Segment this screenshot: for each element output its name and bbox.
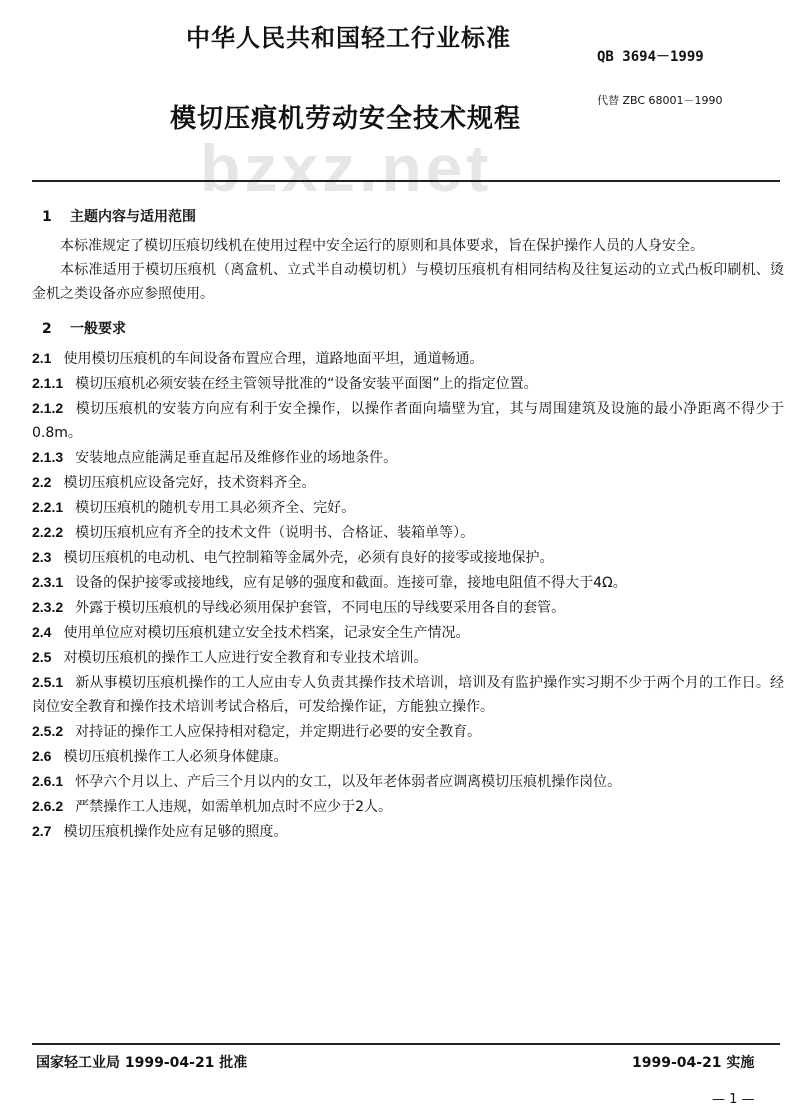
clause bbox=[32, 719, 784, 744]
clause-text: 模切压痕机的安装方向应有利于安全操作，以操作者面向墙壁为宜，其与周围建筑及设施的最小净距离不得少于0.8m。 bbox=[32, 401, 784, 441]
effective-date: 1999-04-21 实施 bbox=[632, 1055, 755, 1071]
clause bbox=[32, 744, 784, 769]
clause-text: 模切压痕机必须安装在经主管领导批准的“设备安装平面图”上的指定位置。 bbox=[75, 376, 538, 392]
header-divider bbox=[32, 180, 780, 182]
footer-divider bbox=[32, 1043, 780, 1045]
clause-number: 2.7 bbox=[32, 823, 52, 839]
clause-number: 2.3.2 bbox=[32, 599, 64, 615]
clause-number: 2.6.1 bbox=[32, 773, 64, 789]
issuing-body-heading: 中华人民共和国轻工行业标准 bbox=[186, 24, 511, 52]
document-title: 模切压痕机劳动安全技术规程 bbox=[170, 104, 522, 134]
clause-number: 2.3.1 bbox=[32, 574, 64, 590]
clause bbox=[32, 346, 784, 371]
clause bbox=[32, 570, 784, 595]
section-number: 1 bbox=[42, 209, 52, 225]
clause-text: 模切压痕机应设备完好，技术资料齐全。 bbox=[63, 475, 316, 491]
section-heading bbox=[42, 206, 784, 228]
paragraph: 本标准规定了模切压痕切线机在使用过程中安全运行的原则和具体要求，旨在保护操作人员的人身安全。 bbox=[60, 238, 704, 254]
watermark: bzxz.net bbox=[200, 131, 493, 205]
clause-number: 2.2.2 bbox=[32, 524, 64, 540]
clause-number: 2.1.3 bbox=[32, 449, 64, 465]
clause-number: 2.2.1 bbox=[32, 499, 64, 515]
paragraph: 本标准适用于模切压痕机（离盒机、立式半自动模切机）与模切压痕机有相同结构及往复运动的立式凸板印刷机、烫金机之类设备亦应参照使用。 bbox=[32, 262, 784, 302]
clause-number: 2.2 bbox=[32, 474, 52, 490]
clause-text: 怀孕六个月以上、产后三个月以内的女工，以及年老体弱者应调离模切压痕机操作岗位。 bbox=[75, 774, 622, 790]
clause bbox=[32, 495, 784, 520]
clause-text: 新从事模切压痕机操作的工人应由专人负责其操作技术培训，培训及有监护操作实习期不少于两个月的工作日。经岗位安全教育和操作技术培训考试合格后，可发给操作证，方能独立操作。 bbox=[32, 675, 784, 715]
clause-text: 严禁操作工人违规，如需单机加点时不应少于2人。 bbox=[75, 799, 393, 815]
clause bbox=[32, 819, 784, 844]
clause bbox=[32, 520, 784, 545]
clause-text: 设备的保护接零或接地线，应有足够的强度和截面。连接可靠，接地电阻值不得大于4Ω。 bbox=[75, 575, 627, 591]
clause-text: 模切压痕机的电动机、电气控制箱等金属外壳，必须有良好的接零或接地保护。 bbox=[63, 550, 554, 566]
clause-text: 模切压痕机操作工人必须身体健康。 bbox=[63, 749, 288, 765]
clause bbox=[32, 769, 784, 794]
clause-number: 2.5.2 bbox=[32, 723, 64, 739]
clause-text: 对持证的操作工人应保持相对稳定，并定期进行必要的安全教育。 bbox=[75, 724, 482, 740]
approval-line: 国家轻工业局 1999-04-21 批准 bbox=[36, 1055, 248, 1071]
clause-text: 使用单位应对模切压痕机建立安全技术档案，记录安全生产情况。 bbox=[63, 625, 470, 641]
clause-number: 2.3 bbox=[32, 549, 52, 565]
section-heading bbox=[42, 318, 784, 340]
clause-text: 对模切压痕机的操作工人应进行安全教育和专业技术培训。 bbox=[63, 650, 428, 666]
clause bbox=[32, 545, 784, 570]
clause bbox=[32, 595, 784, 620]
clause-text: 外露于模切压痕机的导线必须用保护套管，不同电压的导线要采用各自的套管。 bbox=[75, 600, 566, 616]
clause-text: 使用模切压痕机的车间设备布置应合理，道路地面平坦，通道畅通。 bbox=[63, 351, 484, 367]
clause-number: 2.1.2 bbox=[32, 400, 64, 416]
clause-text: 模切压痕机操作处应有足够的照度。 bbox=[63, 824, 288, 840]
clause bbox=[32, 645, 784, 670]
replaces-standard: 代替 ZBC 68001－1990 bbox=[597, 94, 723, 107]
clause-number: 2.1 bbox=[32, 350, 52, 366]
clause-number: 2.5.1 bbox=[32, 674, 64, 690]
clause-number: 2.6 bbox=[32, 748, 52, 764]
standard-number: QB 3694－1999 bbox=[597, 49, 704, 65]
section-title: 一般要求 bbox=[70, 321, 126, 337]
document-body bbox=[32, 206, 784, 844]
clause-text: 安装地点应能满足垂直起吊及维修作业的场地条件。 bbox=[75, 450, 398, 466]
clause bbox=[32, 670, 784, 719]
clause bbox=[32, 794, 784, 819]
clause bbox=[32, 445, 784, 470]
clause-number: 2.5 bbox=[32, 649, 52, 665]
clause-number: 2.1.1 bbox=[32, 375, 64, 391]
clause-text: 模切压痕机的随机专用工具必须齐全、完好。 bbox=[75, 500, 356, 516]
clause-number: 2.4 bbox=[32, 624, 52, 640]
clause bbox=[32, 620, 784, 645]
section-title: 主题内容与适用范围 bbox=[70, 209, 196, 225]
clause bbox=[32, 396, 784, 445]
clause bbox=[32, 470, 784, 495]
clause bbox=[32, 371, 784, 396]
section-number: 2 bbox=[42, 321, 52, 337]
clause-number: 2.6.2 bbox=[32, 798, 64, 814]
page-number: — 1 — bbox=[712, 1092, 755, 1107]
clause-text: 模切压痕机应有齐全的技术文件（说明书、合格证、装箱单等）。 bbox=[75, 525, 475, 541]
